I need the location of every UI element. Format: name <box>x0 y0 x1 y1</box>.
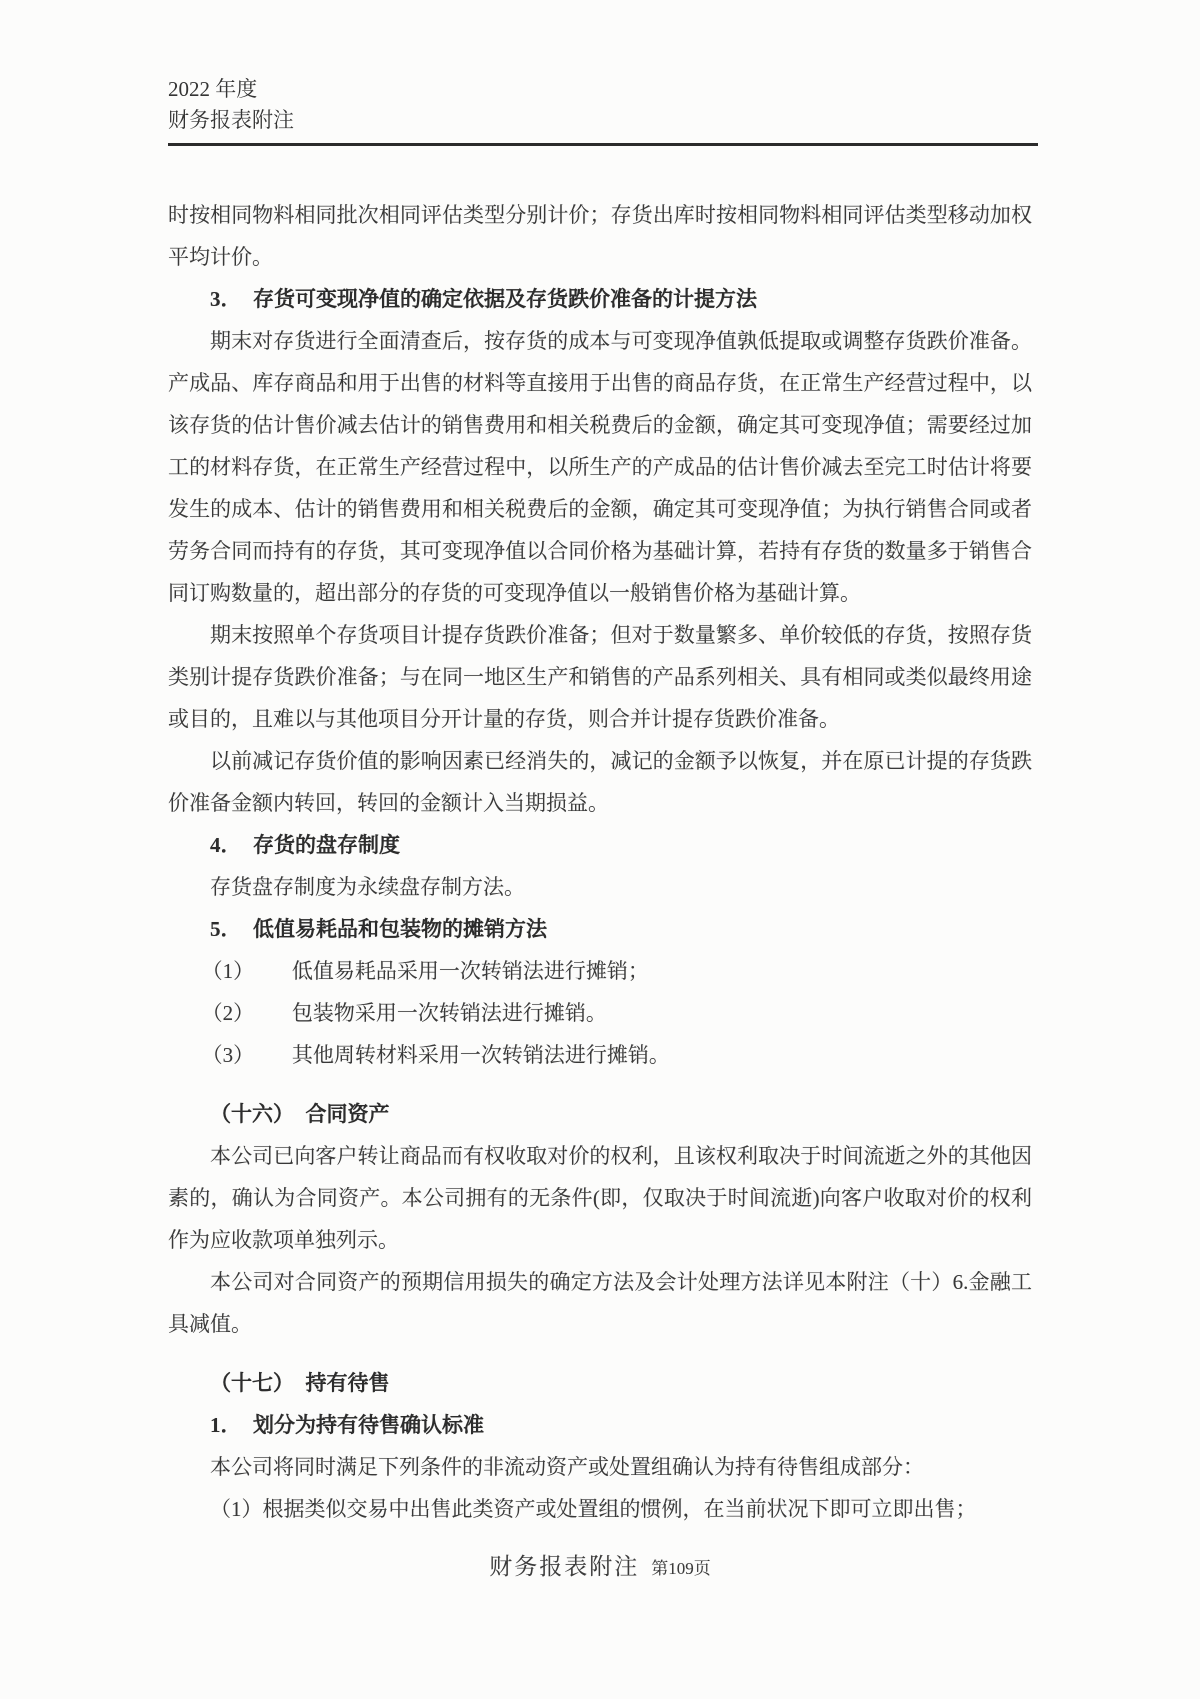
list-item-text: 低值易耗品采用一次转销法进行摊销； <box>291 959 649 983</box>
page-footer <box>0 1548 1200 1581</box>
footer-doc-title: 财务报表附注 <box>489 1554 640 1579</box>
list-item-packaging <box>168 992 1032 1034</box>
heading-3-title: 存货可变现净值的确定依据及存货跌价准备的计提方法 <box>253 287 758 311</box>
heading-5-amortization <box>168 908 1032 950</box>
heading-4-count-system <box>168 824 1032 866</box>
paragraph-contract-assets-2: 本公司对合同资产的预期信用损失的确定方法及会计处理方法详见本附注（十）6.金融工具减值。 <box>168 1270 1032 1336</box>
paragraph-hfs-intro: 本公司将同时满足下列条件的非流动资产或处置组确认为持有待售组成部分： <box>210 1455 924 1479</box>
paragraph-contract-assets-1: 本公司已向客户转让商品而有权收取对价的权利，且该权利取决于时间流逝之外的其他因素的，确认为合同资产。本公司拥有的无条件(即，仅取决于时间流逝)向客户收取对价的权利作为应收款项单独列示。 <box>168 1144 1032 1252</box>
heading-1-hfs-criteria <box>168 1404 1032 1446</box>
list-item-label: （1） <box>201 959 255 983</box>
list-item-label: （2） <box>201 1001 255 1025</box>
heading-3-number: 3． <box>210 287 242 311</box>
list-item-text: 其他周转材料采用一次转销法进行摊销。 <box>291 1043 670 1067</box>
list-item-other-materials <box>168 1034 1032 1076</box>
heading-16-contract-assets <box>168 1093 1032 1135</box>
heading-4-number: 4． <box>210 833 242 857</box>
heading-16-number: （十六） <box>210 1102 294 1126</box>
document-body <box>168 194 1032 1530</box>
heading-1-title: 划分为持有待售确认标准 <box>253 1413 485 1437</box>
header-doc-title: 财务报表附注 <box>168 108 294 132</box>
paragraph-hfs-condition-1: （1）根据类似交易中出售此类资产或处置组的惯例，在当前状况下即可立即出售； <box>210 1497 977 1521</box>
paragraph-count-system: 存货盘存制度为永续盘存制方法。 <box>210 875 525 899</box>
heading-17-title: 持有待售 <box>305 1371 390 1395</box>
heading-5-number: 5． <box>210 917 242 941</box>
paragraph-nrv-method: 期末对存货进行全面清查后，按存货的成本与可变现净值孰低提取或调整存货跌价准备。产成品、库存商品和用于出售的材料等直接用于出售的商品存货，在正常生产经营过程中，以该存货的估计售价减去估计的销售费用和相关税费后的金额，确定其可变现净值；需要经过加工的材料存货，在正常生产经营过程中，以所生产的产成品的估计售价减去至完工时估计将要发生的成本、估计的销售费用和相关税费后的金额，确定其可变现净值；为执行销售合同或者劳务合同而持有的存货，其可变现净值以合同价格为基础计算，若持有存货的数量多于销售合同订购数量的，超出部分的存货的可变现净值以一般销售价格为基础计算。 <box>168 329 1032 605</box>
heading-17-held-for-sale <box>168 1362 1032 1404</box>
header-year: 2022 年度 <box>168 77 258 101</box>
paragraph-carryover: 时按相同物料相同批次相同评估类型分别计价；存货出库时按相同物料相同评估类型移动加权平均计价。 <box>168 203 1032 269</box>
footer-page-number: 第109页 <box>651 1559 711 1578</box>
paragraph-provision-basis: 期末按照单个存货项目计提存货跌价准备；但对于数量繁多、单价较低的存货，按照存货类别计提存货跌价准备；与在同一地区生产和销售的产品系列相关、具有相同或类似最终用途或目的，且难以与其他项目分开计量的存货，则合并计提存货跌价准备。 <box>168 623 1032 731</box>
heading-4-title: 存货的盘存制度 <box>253 833 401 857</box>
list-item-text: 包装物采用一次转销法进行摊销。 <box>291 1001 607 1025</box>
heading-5-title: 低值易耗品和包装物的摊销方法 <box>253 917 548 941</box>
heading-16-title: 合同资产 <box>305 1102 390 1126</box>
list-item-label: （3） <box>201 1043 255 1067</box>
page-header <box>168 74 1038 146</box>
list-item-low-value-consumables <box>168 950 1032 992</box>
heading-17-number: （十七） <box>210 1371 294 1395</box>
heading-1-number: 1． <box>210 1413 242 1437</box>
heading-3-inventory-nrv <box>168 278 1032 320</box>
paragraph-provision-reversal: 以前减记存货价值的影响因素已经消失的，减记的金额予以恢复，并在原已计提的存货跌价准备金额内转回，转回的金额计入当期损益。 <box>168 749 1032 815</box>
